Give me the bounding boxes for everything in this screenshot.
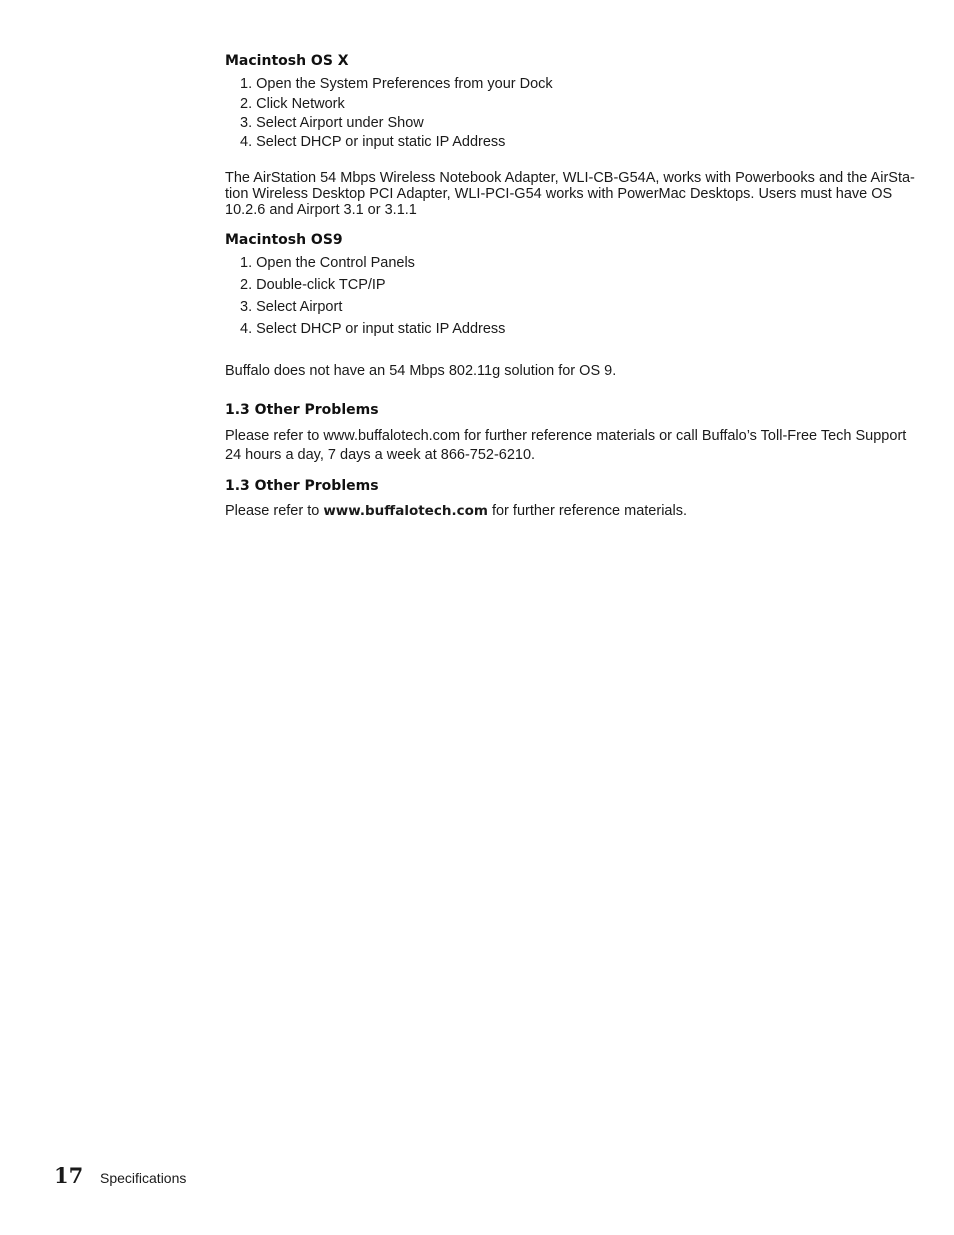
reference-prefix: Please refer to [225,503,324,519]
heading-macintosh-os9: Macintosh OS9 [225,232,343,248]
heading-other-problems-1: 1.3 Other Problems [225,402,379,418]
page-footer [54,1163,186,1188]
heading-other-problems-2: 1.3 Other Problems [225,478,379,494]
osx-step: 1. Open the System Preferences from your Dock [240,76,553,92]
other-problems-support-text: Please refer to www.buffalotech.com for further reference materials or call Buffalo’s Toll-Free Tech Support 24 hours a day, 7 days a week at 866-752-6210. [225,428,907,463]
osx-step: 4. Select DHCP or input static IP Address [240,134,506,150]
page-number: 17 [54,1163,84,1188]
os9-step: 1. Open the Control Panels [240,255,415,271]
os9-step: 3. Select Airport [240,299,343,315]
os9-step: 2. Double-click TCP/IP [240,277,386,293]
other-problems-reference-text [225,503,915,519]
buffalotech-link[interactable]: www.buffalotech.com [323,503,488,519]
osx-step: 3. Select Airport under Show [240,115,424,131]
osx-step: 2. Click Network [240,96,345,112]
footer-section-label: Specifications [100,1170,187,1186]
heading-macintosh-osx: Macintosh OS X [225,53,349,69]
reference-suffix: for further reference materials. [487,503,687,519]
os9-steps-list [225,252,915,340]
osx-adapter-note: The AirStation 54 Mbps Wireless Notebook Adapter, WLI-CB-G54A, works with Powerbooks and the AirSta-tion Wireless Desktop PCI Adapter, WLI-PCI-G54 works with PowerMac Desktops. Users must have OS 10.2.6 and Airport 3.1 or 3.1.1 [225,170,915,218]
document-body [225,52,915,519]
os9-step: 4. Select DHCP or input static IP Address [240,321,506,337]
os9-note: Buffalo does not have an 54 Mbps 802.11g solution for OS 9. [225,363,617,379]
osx-steps-list [225,73,915,152]
